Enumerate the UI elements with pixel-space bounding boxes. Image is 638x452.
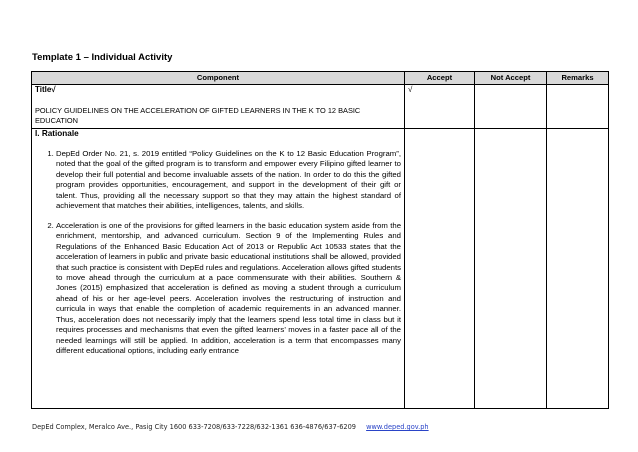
title-row-label: Title√ xyxy=(35,85,56,94)
title-not-accept-cell[interactable] xyxy=(475,85,547,129)
rationale-remarks-cell[interactable] xyxy=(547,129,609,409)
rationale-list xyxy=(35,149,401,357)
title-accept-cell[interactable] xyxy=(405,85,475,129)
rationale-accept-cell[interactable] xyxy=(405,129,475,409)
title-component-cell xyxy=(32,85,405,129)
table-header-row xyxy=(32,72,609,85)
page-footer xyxy=(32,423,429,431)
column-header-component: Component xyxy=(32,72,405,85)
footer-address: DepEd Complex, Meralco Ave., Pasig City 1600 633-7208/633-7228/632-1361 636-4876/637-6209 xyxy=(32,423,356,431)
column-header-not-accept: Not Accept xyxy=(475,72,547,85)
rationale-item: 2. Acceleration is one of the provisions for gifted learners in the basic education system aside from the enrichment, mentorship, and advanced curriculum. Section 9 of the Implementing Rules and Regulations of the Enhanced Basic Education Act of 2013 or Republic Act 10533 states that the acceleration of learners in public and private basic educational institutions shall be allowed, provided that such practice is consistent with DepEd rules and regulations. Acceleration allows gifted students to move ahead through the curriculum at a pace commensurate with their abilities. Southern & Jones (2015) emphasized that acceleration is defined as moving a student through a curriculum ahead of his or her age-level peers. Acceleration involves the restructuring of instruction and curricula in ways that enable the completion of academic requirements in an advanced manner. Thus, acceleration does not necessarily imply that the learners spend less total time in class but it requires processes and mechanisms that even the gifted learners’ moves in a faster pace all of the needed learnings will still be applied. In addition, acceleration is a term that encompasses many different educational options, including early entrance xyxy=(56,221,401,357)
title-row xyxy=(32,85,609,129)
column-header-remarks: Remarks xyxy=(547,72,609,85)
check-mark-icon: √ xyxy=(408,85,413,94)
rationale-heading: I. Rationale xyxy=(35,129,79,138)
evaluation-table xyxy=(31,71,609,409)
column-header-accept: Accept xyxy=(405,72,475,85)
footer-website-link[interactable]: www.deped.gov.ph xyxy=(366,423,429,431)
rationale-row xyxy=(32,129,609,409)
title-remarks-cell[interactable] xyxy=(547,85,609,129)
rationale-component-cell xyxy=(32,129,405,409)
page-heading: Template 1 – Individual Activity xyxy=(32,52,173,63)
document-title-text: POLICY GUIDELINES ON THE ACCELERATION OF GIFTED LEARNERS IN THE K TO 12 BASIC EDUCATION xyxy=(35,106,361,125)
rationale-item: 1. DepEd Order No. 21, s. 2019 entitled “Policy Guidelines on the K to 12 Basic Education Program”, noted that the goal of the gifted program is to transform and empower every Filipino gifted learner to develop their full potential and become invaluable assets of the nation. In order to do this the gifted program provides opportunities, encouragement, and support in the development of their gift or talent. Thus, providing all the necessary support so that they may attain the highest standard of achievement that matches their abilities, intelligences, talents, and skills. xyxy=(56,149,401,212)
rationale-not-accept-cell[interactable] xyxy=(475,129,547,409)
